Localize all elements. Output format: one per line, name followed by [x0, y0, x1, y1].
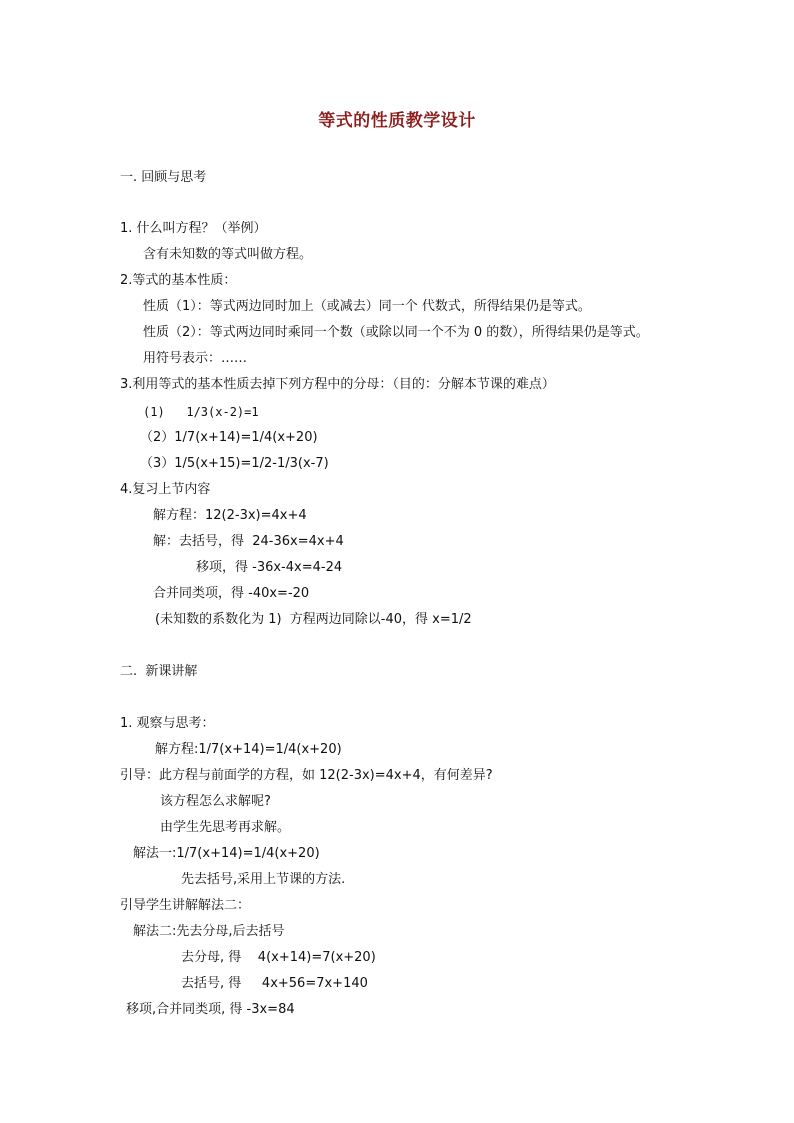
question-what-is-equation: 1. 什么叫方程？（举例）: [120, 221, 267, 236]
heading-review-previous: 4.复习上节内容: [120, 482, 211, 497]
heading-equation-properties: 2.等式的基本性质：: [120, 273, 237, 288]
method-one: 解法一:1/7(x+14)=1/4(x+20): [133, 846, 320, 861]
solution-step-transpose: 移项，得 -36x-4x=4-24: [196, 560, 343, 575]
exercise-1: (1) 1/3(x-2)=1: [143, 405, 259, 419]
task-remove-denominators: 3.利用等式的基本性质去掉下列方程中的分母：（目的：分解本节课的难点）: [120, 377, 555, 392]
method-two-step-combine: 移项,合并同类项, 得 -3x=84: [126, 1002, 295, 1017]
section-heading-review: 一. 回顾与思考: [120, 170, 207, 185]
method-two-step-brackets: 去括号, 得 4x+56=7x+140: [181, 976, 368, 991]
guide-method-two: 引导学生讲解解法二：: [120, 898, 251, 913]
how-to-solve: 该方程怎么求解呢?: [160, 794, 271, 809]
exercise-2: （2）1/7(x+14)=1/4(x+20): [140, 430, 318, 445]
observe-and-think: 1. 观察与思考：: [120, 716, 215, 731]
solution-step-coefficient: (未知数的系数化为 1) 方程两边同除以-40，得 x=1/2: [155, 612, 472, 627]
property-one: 性质（1）：等式两边同时加上（或减去）同一个 代数式，所得结果仍是等式。: [143, 299, 591, 314]
guide-compare: 引导：此方程与前面学的方程，如 12(2-3x)=4x+4，有何差异?: [120, 768, 493, 783]
new-equation: 解方程:1/7(x+14)=1/4(x+20): [155, 742, 342, 757]
method-two: 解法二:先去分母,后去括号: [133, 924, 285, 939]
property-two: 性质（2）：等式两边同时乘同一个数（或除以同一个不为 0 的数），所得结果仍是等式。: [143, 325, 649, 340]
students-think-first: 由学生先思考再求解。: [160, 820, 291, 835]
symbol-representation: 用符号表示：……: [143, 351, 248, 366]
method-two-step-denominator: 去分母, 得 4(x+14)=7(x+20): [181, 950, 376, 965]
section-heading-new-lesson: 二. 新课讲解: [120, 664, 198, 679]
definition-equation: 含有未知数的等式叫做方程。: [143, 247, 313, 262]
exercise-3: （3）1/5(x+15)=1/2-1/3(x-7): [140, 456, 329, 471]
method-one-note: 先去括号,采用上节课的方法.: [181, 872, 346, 887]
solve-equation-line: 解方程：12(2-3x)=4x+4: [153, 508, 307, 523]
solution-step-brackets: 解：去括号，得 24-36x=4x+4: [153, 534, 344, 549]
solution-step-combine: 合并同类项，得 -40x=-20: [153, 586, 310, 601]
document-title: 等式的性质教学设计: [318, 111, 476, 131]
